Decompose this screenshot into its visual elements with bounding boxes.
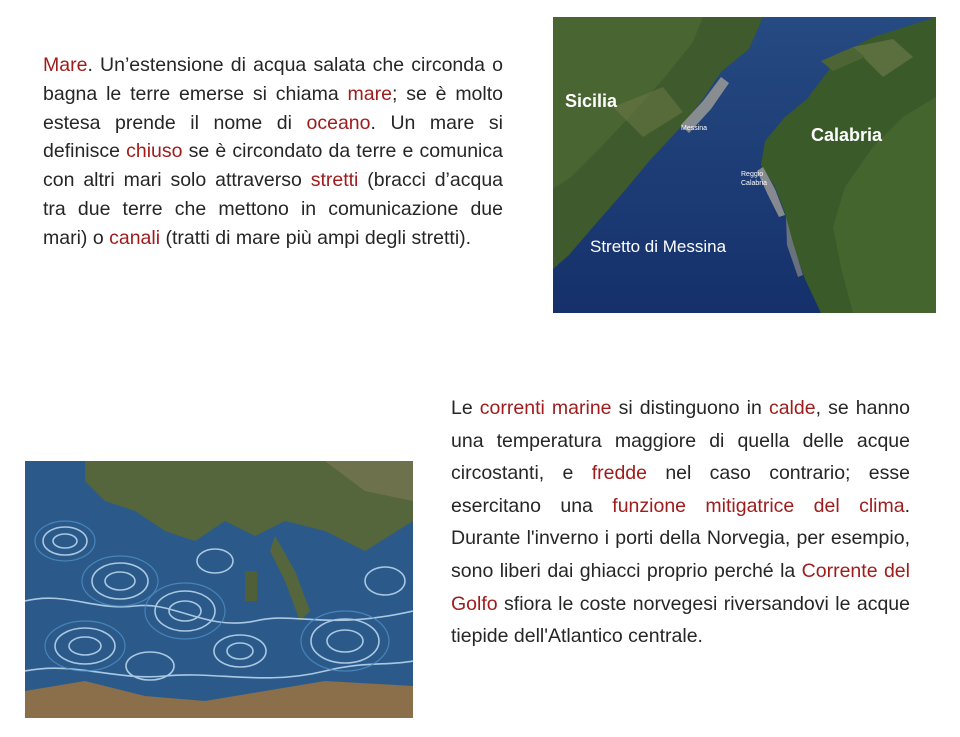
text-run: . Un mare si definisce — [43, 111, 503, 163]
label-reggio-calabria: Calabria — [741, 180, 768, 187]
term-stretti: stretti — [310, 169, 359, 192]
text-run: si distinguono in — [611, 397, 769, 419]
text-run: , se hanno una temperatura maggiore di quella delle acque circostanti, e — [451, 397, 910, 485]
text-run: Le — [451, 397, 480, 419]
mediterranean-currents-image — [25, 461, 413, 718]
term-calde: calde — [768, 397, 816, 419]
label-reggio: Reggio — [741, 171, 764, 178]
text-run: sfiora le coste norvegesi riversandovi le acque tiepide dell'Atlantico centrale. — [451, 592, 910, 648]
term-oceano: oceano — [306, 111, 371, 134]
text-run: . Un’estensione di acqua salata che circonda o bagna le terre emerse si chiama — [43, 54, 503, 105]
strait-of-messina-satellite-image — [553, 17, 936, 313]
paragraph-correnti — [451, 392, 910, 653]
text-run: ; se è molto estesa prende il nome di — [43, 82, 503, 134]
label-calabria: Calabria — [811, 125, 883, 145]
term-funzione-mitigatrice: funzione mitigatrice del clima — [612, 494, 905, 517]
term-corrente-del-golfo: Corrente del Golfo — [451, 559, 910, 615]
text-run: (bracci d’acqua tra due terre che mettono in comunicazione due mari) o — [43, 169, 504, 249]
text-run: se è circondato da terre e comunica con altri mari solo attraverso — [43, 140, 503, 192]
text-run: nel caso contrario; esse esercitano una — [451, 462, 910, 517]
term-correnti-marine: correnti marine — [479, 397, 612, 419]
text-run: . Durante l'inverno i porti della Norvegia, per esempio, sono liberi dai ghiacci proprio perché la — [451, 494, 911, 582]
label-sicilia: Sicilia — [565, 91, 618, 111]
paragraph-mare — [43, 51, 503, 253]
text-run: (tratti di mare più ampi degli stretti). — [160, 226, 472, 249]
term-fredde: fredde — [591, 462, 647, 485]
term-canali: canali — [109, 226, 161, 249]
term-chiuso: chiuso — [126, 140, 183, 163]
label-messina: Messina — [681, 125, 708, 132]
term-mare: mare — [347, 82, 392, 105]
photo-caption-stretto: Stretto di Messina — [590, 237, 727, 256]
term-mare-title: Mare — [43, 54, 88, 76]
